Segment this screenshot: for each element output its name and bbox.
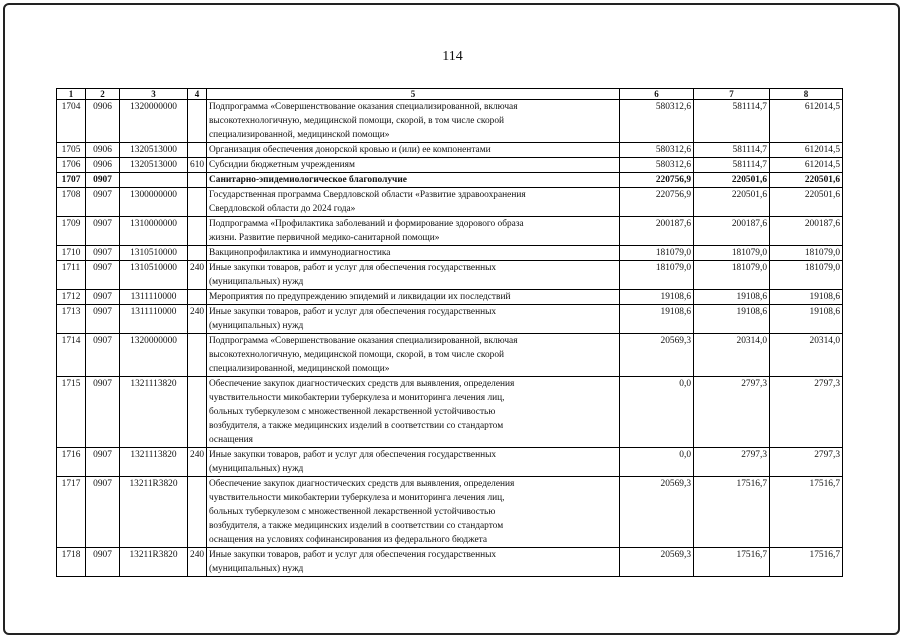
description-line: специализированной, медицинской помощи»: [209, 364, 390, 374]
target-code-cell: 13211R3820: [120, 477, 188, 548]
header-cell: 4: [188, 89, 207, 100]
target-code-cell: 1310000000: [120, 217, 188, 246]
description-line: Обеспечение закупок диагностических средств для выявления, определения: [209, 479, 515, 489]
budget-table: [56, 88, 843, 577]
expense-kind-cell: [188, 143, 207, 158]
value-2022-cell: 200187,6: [620, 217, 694, 246]
value-2023-cell: 2797,3: [694, 377, 770, 448]
description-line: высокотехнологичную, медицинской помощи, скорой, в том числе скорой: [209, 350, 505, 360]
target-code-cell: 1320513000: [120, 143, 188, 158]
row-number-cell: 1718: [57, 548, 86, 577]
value-2022-cell: 181079,0: [620, 246, 694, 261]
table-row: [57, 448, 843, 477]
description-cell: [207, 290, 620, 305]
value-2024-cell: 220501,6: [770, 188, 843, 217]
value-2022-cell: 20569,3: [620, 477, 694, 548]
expense-kind-cell: [188, 100, 207, 143]
row-number-cell: 1715: [57, 377, 86, 448]
section-code-cell: 0907: [86, 173, 120, 188]
value-2023-cell: 220501,6: [694, 188, 770, 217]
section-code-cell: 0907: [86, 246, 120, 261]
value-2022-cell: 580312,6: [620, 100, 694, 143]
row-number-cell: 1712: [57, 290, 86, 305]
section-code-cell: 0907: [86, 188, 120, 217]
row-number-cell: 1705: [57, 143, 86, 158]
description-line: возбудителя, а также медицинских изделий в соответствии со стандартом: [209, 521, 504, 531]
description-line: (муниципальных) нужд: [209, 321, 304, 331]
value-2023-cell: 19108,6: [694, 290, 770, 305]
table-body: [57, 100, 843, 577]
target-code-cell: 1311110000: [120, 290, 188, 305]
description-cell: [207, 548, 620, 577]
value-2022-cell: 580312,6: [620, 143, 694, 158]
value-2024-cell: 181079,0: [770, 261, 843, 290]
expense-kind-cell: 240: [188, 305, 207, 334]
value-2024-cell: 2797,3: [770, 448, 843, 477]
description-line: Обеспечение закупок диагностических средств для выявления, определения: [209, 379, 515, 389]
table-row: [57, 173, 843, 188]
description-line: Санитарно-эпидемиологическое благополучие: [209, 175, 407, 185]
value-2024-cell: 200187,6: [770, 217, 843, 246]
description-line: Иные закупки товаров, работ и услуг для обеспечения государственных: [209, 550, 497, 560]
value-2022-cell: 0,0: [620, 377, 694, 448]
description-line: возбудителя, а также медицинских изделий в соответствии со стандартом: [209, 421, 504, 431]
description-cell: [207, 477, 620, 548]
target-code-cell: 1310510000: [120, 261, 188, 290]
value-2024-cell: 17516,7: [770, 548, 843, 577]
value-2022-cell: 220756,9: [620, 173, 694, 188]
row-number-cell: 1708: [57, 188, 86, 217]
target-code-cell: 1300000000: [120, 188, 188, 217]
table-row: [57, 290, 843, 305]
section-code-cell: 0907: [86, 477, 120, 548]
value-2023-cell: 220501,6: [694, 173, 770, 188]
target-code-cell: 1320000000: [120, 100, 188, 143]
section-code-cell: 0907: [86, 377, 120, 448]
section-code-cell: 0906: [86, 100, 120, 143]
row-number-cell: 1717: [57, 477, 86, 548]
section-code-cell: 0907: [86, 448, 120, 477]
table-row: [57, 477, 843, 548]
value-2024-cell: 612014,5: [770, 100, 843, 143]
description-cell: [207, 305, 620, 334]
value-2022-cell: 181079,0: [620, 261, 694, 290]
value-2024-cell: 612014,5: [770, 158, 843, 173]
expense-kind-cell: 610: [188, 158, 207, 173]
value-2024-cell: 19108,6: [770, 305, 843, 334]
value-2022-cell: 580312,6: [620, 158, 694, 173]
description-cell: [207, 334, 620, 377]
header-row: [57, 89, 843, 100]
target-code-cell: 1320000000: [120, 334, 188, 377]
value-2023-cell: 581114,7: [694, 143, 770, 158]
header-cell: 3: [120, 89, 188, 100]
expense-kind-cell: [188, 377, 207, 448]
table-row: [57, 246, 843, 261]
value-2024-cell: 612014,5: [770, 143, 843, 158]
description-line: высокотехнологичную, медицинской помощи, скорой, в том числе скорой: [209, 116, 505, 126]
description-line: Подпрограмма «Совершенствование оказания специализированной, включая: [209, 336, 518, 346]
row-number-cell: 1706: [57, 158, 86, 173]
value-2022-cell: 20569,3: [620, 334, 694, 377]
description-cell: [207, 158, 620, 173]
expense-kind-cell: [188, 246, 207, 261]
value-2023-cell: 181079,0: [694, 261, 770, 290]
expense-kind-cell: 240: [188, 261, 207, 290]
section-code-cell: 0907: [86, 261, 120, 290]
table-row: [57, 261, 843, 290]
value-2023-cell: 20314,0: [694, 334, 770, 377]
value-2023-cell: 17516,7: [694, 477, 770, 548]
value-2022-cell: 19108,6: [620, 305, 694, 334]
expense-kind-cell: [188, 173, 207, 188]
target-code-cell: 1320513000: [120, 158, 188, 173]
header-cell: 7: [694, 89, 770, 100]
description-cell: [207, 377, 620, 448]
section-code-cell: 0906: [86, 158, 120, 173]
value-2023-cell: 19108,6: [694, 305, 770, 334]
table-row: [57, 100, 843, 143]
description-line: Подпрограмма «Профилактика заболеваний и формирование здорового образа: [209, 219, 524, 229]
description-cell: [207, 143, 620, 158]
target-code-cell: 1311110000: [120, 305, 188, 334]
expense-kind-cell: [188, 217, 207, 246]
description-line: Иные закупки товаров, работ и услуг для обеспечения государственных: [209, 450, 497, 460]
expense-kind-cell: [188, 477, 207, 548]
row-number-cell: 1713: [57, 305, 86, 334]
description-line: чувствительности микобактерии туберкулеза и мониторинга лечения лиц,: [209, 393, 505, 403]
description-line: Свердловской области до 2024 года»: [209, 204, 356, 214]
target-code-cell: 1321113820: [120, 448, 188, 477]
value-2023-cell: 2797,3: [694, 448, 770, 477]
table-row: [57, 217, 843, 246]
description-line: (муниципальных) нужд: [209, 564, 304, 574]
target-code-cell: 1321113820: [120, 377, 188, 448]
description-cell: [207, 261, 620, 290]
section-code-cell: 0907: [86, 548, 120, 577]
section-code-cell: 0907: [86, 305, 120, 334]
description-line: Иные закупки товаров, работ и услуг для обеспечения государственных: [209, 307, 497, 317]
description-line: больных туберкулезом с множественной лекарственной устойчивостью: [209, 407, 496, 417]
section-code-cell: 0907: [86, 290, 120, 305]
expense-kind-cell: [188, 334, 207, 377]
value-2022-cell: 19108,6: [620, 290, 694, 305]
table-row: [57, 548, 843, 577]
target-code-cell: 1310510000: [120, 246, 188, 261]
value-2023-cell: 200187,6: [694, 217, 770, 246]
value-2024-cell: 20314,0: [770, 334, 843, 377]
table-row: [57, 143, 843, 158]
expense-kind-cell: 240: [188, 548, 207, 577]
value-2023-cell: 581114,7: [694, 158, 770, 173]
value-2024-cell: 19108,6: [770, 290, 843, 305]
description-line: Субсидии бюджетным учреждениям: [209, 160, 355, 170]
description-line: (муниципальных) нужд: [209, 277, 304, 287]
section-code-cell: 0907: [86, 217, 120, 246]
value-2024-cell: 220501,6: [770, 173, 843, 188]
description-line: оснащения: [209, 435, 253, 445]
description-line: Государственная программа Свердловской области «Развитие здравоохранения: [209, 190, 526, 200]
description-cell: [207, 246, 620, 261]
header-cell: 1: [57, 89, 86, 100]
description-line: жизни. Развитие первичной медико-санитарной помощи»: [209, 233, 440, 243]
description-cell: [207, 188, 620, 217]
header-cell: 2: [86, 89, 120, 100]
description-cell: [207, 448, 620, 477]
target-code-cell: 13211R3820: [120, 548, 188, 577]
description-cell: [207, 173, 620, 188]
expense-kind-cell: [188, 188, 207, 217]
table-row: [57, 188, 843, 217]
description-cell: [207, 217, 620, 246]
row-number-cell: 1711: [57, 261, 86, 290]
expense-kind-cell: [188, 290, 207, 305]
table-row: [57, 334, 843, 377]
description-line: оснащения на условиях софинансирования из федерального бюджета: [209, 535, 487, 545]
row-number-cell: 1707: [57, 173, 86, 188]
description-cell: [207, 100, 620, 143]
header-cell: 8: [770, 89, 843, 100]
table-row: [57, 305, 843, 334]
description-line: Организация обеспечения донорской кровью и (или) ее компонентами: [209, 145, 491, 155]
section-code-cell: 0907: [86, 334, 120, 377]
description-line: Подпрограмма «Совершенствование оказания специализированной, включая: [209, 102, 518, 112]
table-row: [57, 377, 843, 448]
value-2022-cell: 220756,9: [620, 188, 694, 217]
value-2024-cell: 17516,7: [770, 477, 843, 548]
value-2022-cell: 20569,3: [620, 548, 694, 577]
description-line: Мероприятия по предупреждению эпидемий и ликвидации их последствий: [209, 292, 511, 302]
expense-kind-cell: 240: [188, 448, 207, 477]
description-line: специализированной, медицинской помощи»: [209, 130, 390, 140]
section-code-cell: 0906: [86, 143, 120, 158]
value-2023-cell: 17516,7: [694, 548, 770, 577]
row-number-cell: 1704: [57, 100, 86, 143]
value-2023-cell: 581114,7: [694, 100, 770, 143]
row-number-cell: 1710: [57, 246, 86, 261]
value-2024-cell: 181079,0: [770, 246, 843, 261]
row-number-cell: 1714: [57, 334, 86, 377]
description-line: (муниципальных) нужд: [209, 464, 304, 474]
description-line: Иные закупки товаров, работ и услуг для обеспечения государственных: [209, 263, 497, 273]
target-code-cell: [120, 173, 188, 188]
description-line: больных туберкулезом с множественной лекарственной устойчивостью: [209, 507, 496, 517]
header-cell: 6: [620, 89, 694, 100]
table-row: [57, 158, 843, 173]
value-2022-cell: 0,0: [620, 448, 694, 477]
description-line: Вакцинопрофилактика и иммунодиагностика: [209, 248, 391, 258]
row-number-cell: 1709: [57, 217, 86, 246]
value-2023-cell: 181079,0: [694, 246, 770, 261]
header-cell: 5: [207, 89, 620, 100]
page-number: 114: [442, 49, 463, 64]
description-line: чувствительности микобактерии туберкулеза и мониторинга лечения лиц,: [209, 493, 505, 503]
row-number-cell: 1716: [57, 448, 86, 477]
value-2024-cell: 2797,3: [770, 377, 843, 448]
